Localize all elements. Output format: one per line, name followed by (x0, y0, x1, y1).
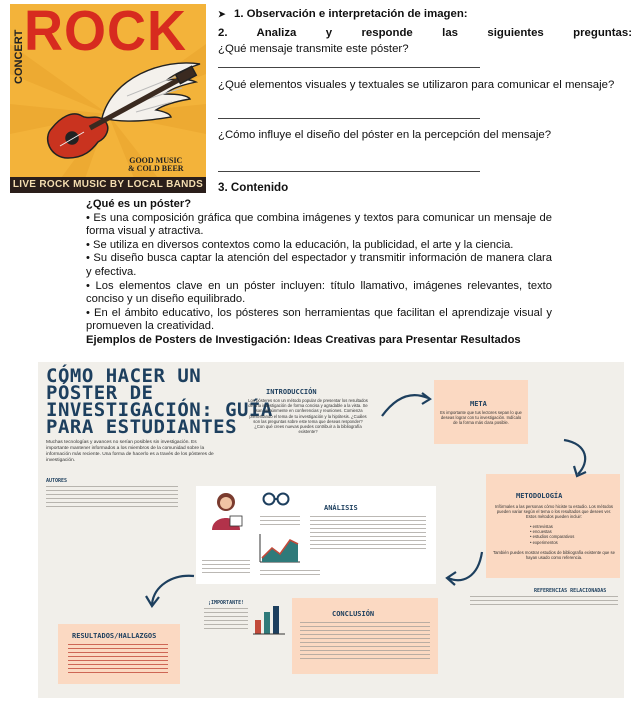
figure-caption-2 (260, 570, 320, 578)
bullet-3: • Su diseño busca captar la atención del espectador y transmitir información de manera clara y efectiva. (86, 252, 552, 278)
answer-line-1 (218, 67, 480, 68)
metodologia-body: Infórmales a las personas cómo hiciste tu estudio. Los métodos pueden variar según el tema o los resultados que desees ver. Estos métodos pueden incluir: (494, 504, 613, 520)
line-chart-icon (258, 532, 302, 566)
researcher-illustration (204, 490, 248, 530)
content-block (86, 198, 552, 348)
answer-line-2 (218, 118, 480, 119)
resultados-heading: RESULTADOS/HALLAZGOS (72, 632, 157, 640)
arrow-intro-to-meta (378, 388, 434, 420)
section-1-heading: ➤ 1. Observación e interpretación de imagen: (218, 8, 468, 20)
poster-title: ROCK (24, 4, 187, 63)
resultados-text (68, 644, 168, 676)
poster-footer: LIVE ROCK MUSIC BY LOCAL BANDS (10, 177, 206, 193)
section-3-heading: 3. Contenido (218, 181, 289, 194)
examples-heading: Ejemplos de Posters de Investigación: Ideas Creativas para Presentar Resultados (86, 333, 521, 346)
bar-chart-icon (252, 600, 286, 636)
bullet-1: • Es una composición gráfica que combina imágenes y textos para comunicar un mensaje de forma visual y atractiva. (86, 211, 552, 238)
section-2-heading: 2. Analiza y responde las siguientes preguntas: (218, 27, 632, 39)
meta-body: Es importante que tus lectores sepan lo que deseas lograr con tu investigación. Indícalo de la forma más clara posible. (440, 410, 522, 426)
infographic-title: CÓMO HACER UN PÓSTER DE INVESTIGACIÓN: GUÍA PARA ESTUDIANTES (46, 365, 273, 438)
figure-caption-1 (202, 560, 250, 574)
conclusion-heading: CONCLUSIÓN (332, 610, 375, 618)
referencias-heading: REFERENCIAS RELACIONADAS (534, 588, 607, 594)
bullet-5: • En el ámbito educativo, los pósteres son herramientas que facilitan el aprendizaje visual y promueven la creatividad. (86, 306, 552, 333)
research-poster-infographic (38, 362, 624, 698)
analisis-side-text (260, 516, 300, 526)
intro-heading: INTRODUCCIÓN (266, 388, 317, 396)
meta-heading: META (470, 400, 487, 408)
conclusion-text (300, 622, 430, 662)
referencias-text (470, 596, 618, 606)
content-question: ¿Qué es un póster? (86, 198, 192, 210)
autores-text (46, 486, 178, 508)
question-1: ¿Qué mensaje transmite este póster? (218, 43, 409, 55)
glasses-icon (262, 492, 290, 506)
autores-heading: AUTORES (46, 478, 68, 484)
metodologia-items: • entrevistas • encuestas • estudios comparativos • experimentos (530, 524, 575, 545)
importante-text (204, 608, 248, 630)
question-2: ¿Qué elementos visuales y textuales se utilizaron para comunicar el mensaje? (218, 79, 615, 91)
answer-line-3 (218, 171, 480, 172)
arrow-method-to-analysis (442, 548, 486, 592)
rock-poster-image (10, 4, 206, 193)
importante-heading: ¡IMPORTANTE! (208, 600, 245, 606)
analisis-heading: ANÁLISIS (324, 504, 358, 512)
poster-side-label: CONCERT (13, 29, 25, 84)
poster-brand: GOOD MUSIC & COLD BEER (128, 156, 184, 173)
intro-body: Los pósteres son un método popular de presentar los resultados de una investigación de forma concisa y agradable a la vista. Se usan comúnmente en conferencias y reuniones. Comienza presentando el tema de tu investigación y la hipótesis. ¿Cuáles son las preguntas sobre este tema que deseas responder? ¿Con qué crees nuevas puedes contribuir a la bibliografía existente? (248, 398, 368, 435)
bullet-2: • Se utiliza en diversos contextos como la educación, la publicidad, el arte y la ciencia. (86, 238, 514, 251)
intro-text: Muchas tecnologías y avances no serían posibles sin investigación. Es importante mantener informados a los miembros de la comunidad sobre la información más reciente. Una forma de hacerlo es a través de los pósteres de investigación. (46, 440, 214, 463)
analisis-text (310, 516, 426, 552)
winged-guitar-illustration (32, 58, 202, 168)
question-3: ¿Cómo influye el diseño del póster en la percepción del mensaje? (218, 129, 552, 141)
arrow-analysis-to-results (142, 570, 198, 610)
arrow-meta-to-method (558, 436, 598, 480)
metodologia-heading: METODOLOGÍA (516, 492, 563, 500)
arrow-bullet-icon: ➤ (218, 9, 226, 19)
bullet-4: • Los elementos clave en un póster incluyen: título llamativo, imágenes relevantes, texto conciso y un diseño equilibrado. (86, 279, 552, 306)
metodologia-note: También puedes mostrar estudios de bibliografía existente que se hayan usado como referencia. (493, 550, 615, 561)
